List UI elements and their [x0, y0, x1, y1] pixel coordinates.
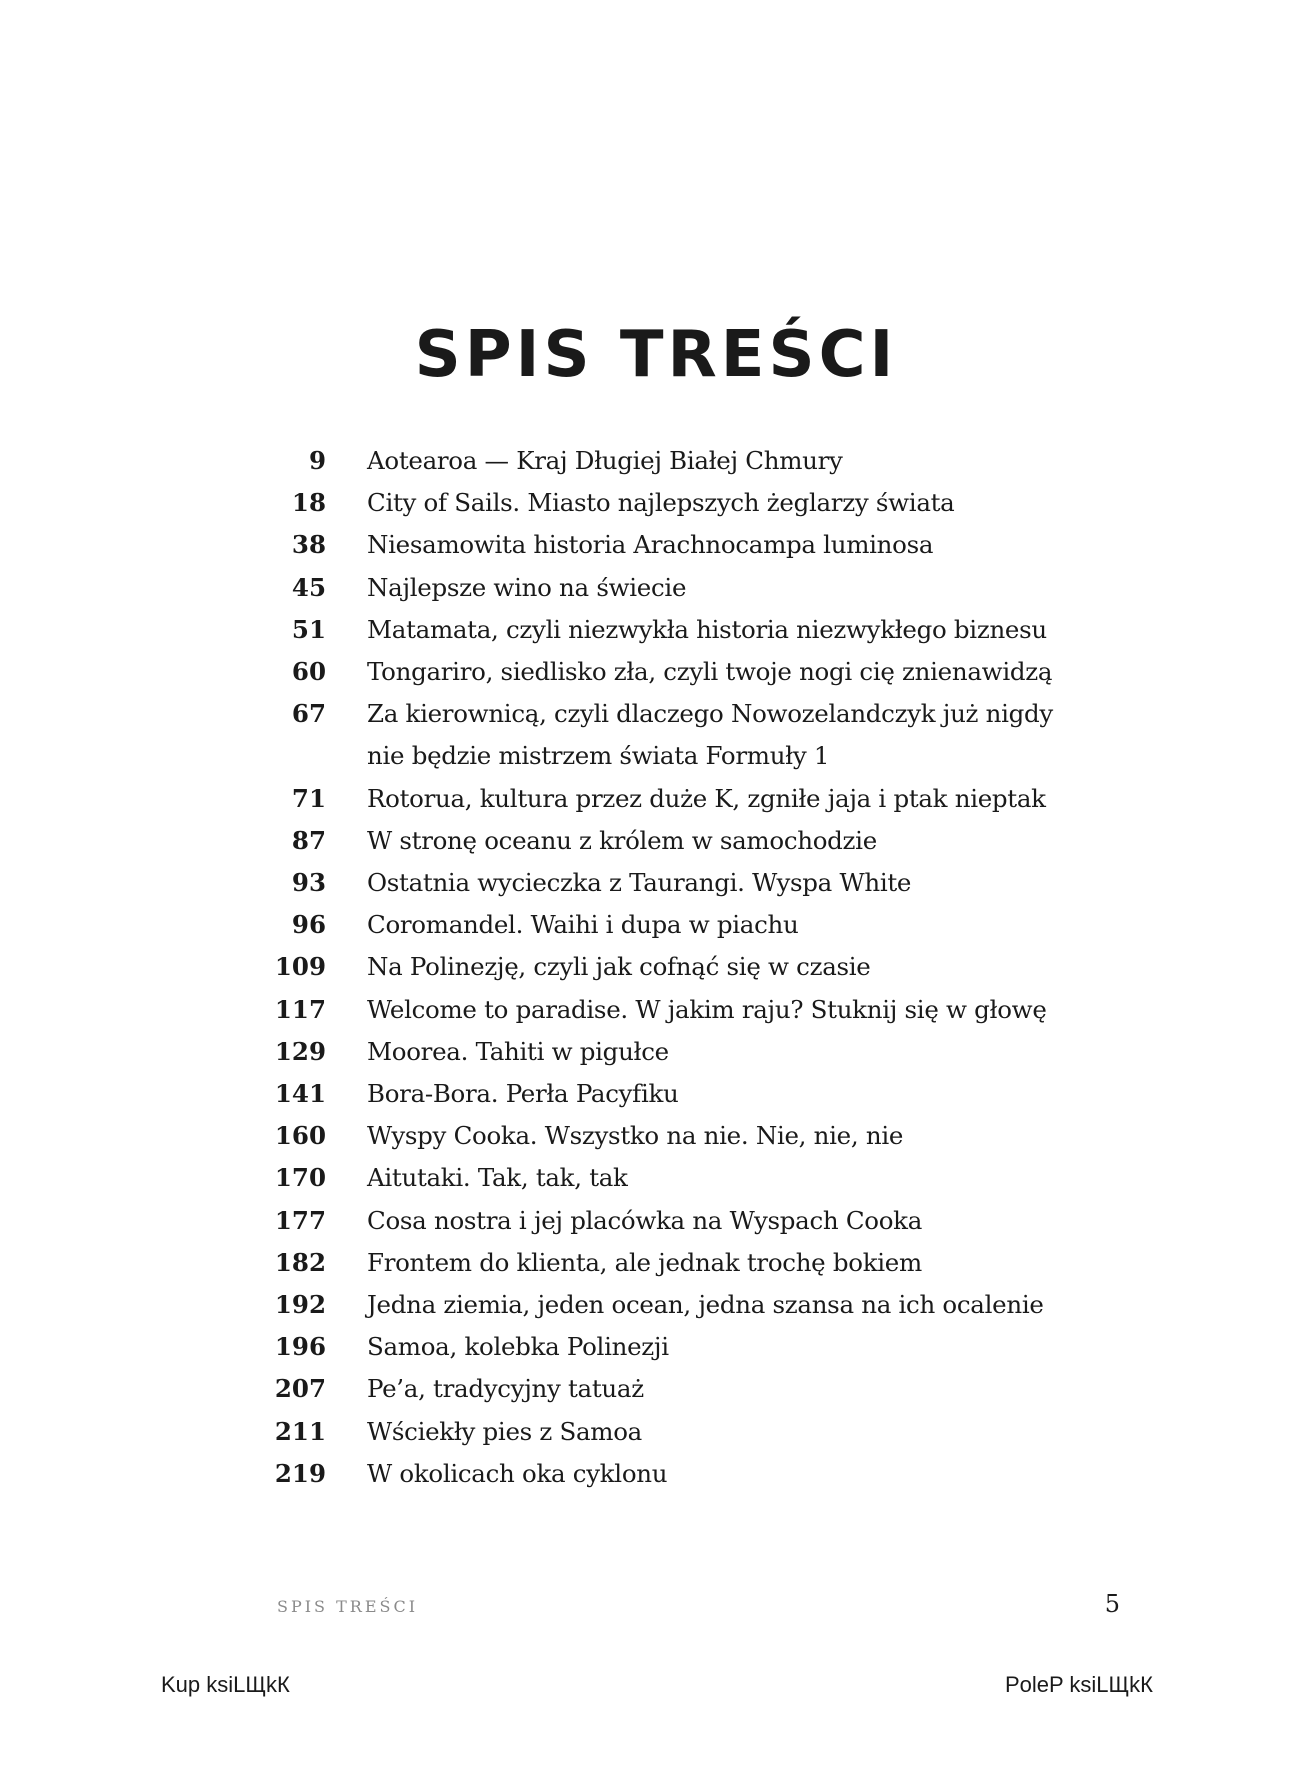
- toc-chapter-title: Moorea. Tahiti w pigułce: [367, 1036, 669, 1066]
- toc-entry: [240, 946, 1140, 988]
- recommend-book-link[interactable]: PoleP ksiLЩkК: [1005, 1672, 1153, 1697]
- toc-chapter-title: Za kierownicą, czyli dlaczego Nowozelandczyk już nigdy nie będzie mistrzem świata Formuły 1: [367, 699, 1053, 771]
- toc-entry: [240, 524, 1140, 566]
- toc-page-number: 60: [291, 657, 326, 687]
- toc-chapter-title: Coromandel. Waihi i dupa w piachu: [367, 910, 799, 940]
- toc-page-number: 141: [274, 1079, 326, 1109]
- toc-page-number: 182: [274, 1247, 326, 1277]
- toc-entry: [240, 1242, 1140, 1284]
- toc-chapter-title: Cosa nostra i jej placówka na Wyspach Cooka: [367, 1205, 923, 1235]
- toc-page-number: 192: [274, 1290, 326, 1320]
- toc-page-number: 129: [274, 1036, 326, 1066]
- toc-page-number: 109: [274, 952, 326, 982]
- toc-chapter-title: Aitutaki. Tak, tak, tak: [367, 1163, 628, 1193]
- toc-entry: [240, 1157, 1140, 1199]
- toc-entry: [240, 1200, 1140, 1242]
- table-of-contents: [240, 440, 1140, 1495]
- toc-entry: [240, 1368, 1140, 1410]
- toc-entry: [240, 862, 1140, 904]
- toc-entry: [240, 567, 1140, 609]
- toc-chapter-title: Bora-Bora. Perła Pacyfiku: [367, 1079, 679, 1109]
- toc-chapter-title: City of Sails. Miasto najlepszych żeglarzy świata: [367, 488, 955, 518]
- toc-chapter-title: Jedna ziemia, jeden ocean, jedna szansa na ich ocalenie: [367, 1290, 1044, 1320]
- page-number: 5: [1104, 1590, 1120, 1618]
- toc-entry: [240, 1073, 1140, 1115]
- toc-entry: [240, 651, 1140, 693]
- toc-chapter-title: Wyspy Cooka. Wszystko na nie. Nie, nie, nie: [367, 1121, 904, 1151]
- toc-page-number: 211: [274, 1416, 326, 1446]
- toc-page-number: 117: [274, 994, 326, 1024]
- toc-page-number: 87: [291, 825, 326, 855]
- toc-chapter-title: Niesamowita historia Arachnocampa luminosa: [367, 530, 934, 560]
- toc-entry: [240, 989, 1140, 1031]
- toc-entry: [240, 1326, 1140, 1368]
- toc-chapter-title: Aotearoa — Kraj Długiej Białej Chmury: [367, 446, 843, 475]
- toc-entry: [240, 609, 1140, 651]
- toc-page-number: 71: [291, 783, 326, 813]
- toc-chapter-title: Wściekły pies z Samoa: [367, 1416, 642, 1446]
- toc-page-number: 170: [274, 1163, 326, 1193]
- toc-chapter-title: Samoa, kolebka Polinezji: [367, 1332, 669, 1362]
- toc-chapter-title: Welcome to paradise. W jakim raju? Stuknij się w głowę: [367, 994, 1047, 1024]
- toc-page-number: 160: [274, 1121, 326, 1151]
- toc-page-number: 51: [291, 614, 326, 644]
- toc-chapter-title: Najlepsze wino na świecie: [367, 572, 687, 602]
- toc-chapter-title: W stronę oceanu z królem w samochodzie: [367, 825, 877, 855]
- toc-page-number: 219: [274, 1458, 326, 1488]
- toc-page-number: 18: [291, 488, 326, 518]
- toc-entry: [240, 693, 1140, 777]
- toc-chapter-title: Na Polinezję, czyli jak cofnąć się w czasie: [367, 952, 871, 982]
- toc-page-number: 207: [274, 1374, 326, 1404]
- toc-entry: [240, 820, 1140, 862]
- toc-page-number: 196: [274, 1332, 326, 1362]
- toc-entry: [240, 440, 1140, 482]
- toc-page-number: 67: [291, 699, 326, 729]
- page-title: SPIS TREŚCI: [414, 318, 898, 392]
- toc-page-number: 96: [291, 910, 326, 940]
- toc-entry: [240, 482, 1140, 524]
- toc-entry: [240, 1115, 1140, 1157]
- buy-book-link[interactable]: Kup ksiLЩkК: [161, 1672, 290, 1697]
- toc-chapter-title: Rotorua, kultura przez duże K, zgniłe jaja i ptak nieptak: [367, 783, 1046, 813]
- toc-chapter-title: Frontem do klienta, ale jednak trochę bokiem: [367, 1247, 922, 1277]
- toc-entry: [240, 904, 1140, 946]
- toc-entry: [240, 1284, 1140, 1326]
- toc-entry: [240, 778, 1140, 820]
- toc-page-number: 38: [291, 530, 326, 560]
- toc-page-number: 9: [308, 446, 326, 475]
- toc-entry: [240, 1453, 1140, 1495]
- toc-page-number: 93: [291, 868, 326, 898]
- toc-entry: [240, 1411, 1140, 1453]
- toc-entry: [240, 1031, 1140, 1073]
- running-head: SPIS TREŚCI: [277, 1597, 419, 1616]
- toc-chapter-title: Matamata, czyli niezwykła historia niezwykłego biznesu: [367, 614, 1047, 644]
- toc-chapter-title: Ostatnia wycieczka z Taurangi. Wyspa White: [367, 868, 912, 898]
- toc-page-number: 45: [291, 572, 326, 602]
- toc-chapter-title: Pe’a, tradycyjny tatuaż: [367, 1374, 644, 1404]
- toc-page-number: 177: [274, 1205, 326, 1235]
- toc-chapter-title: W okolicach oka cyklonu: [367, 1458, 668, 1488]
- toc-chapter-title: Tongariro, siedlisko zła, czyli twoje nogi cię znienawidzą: [367, 657, 1053, 687]
